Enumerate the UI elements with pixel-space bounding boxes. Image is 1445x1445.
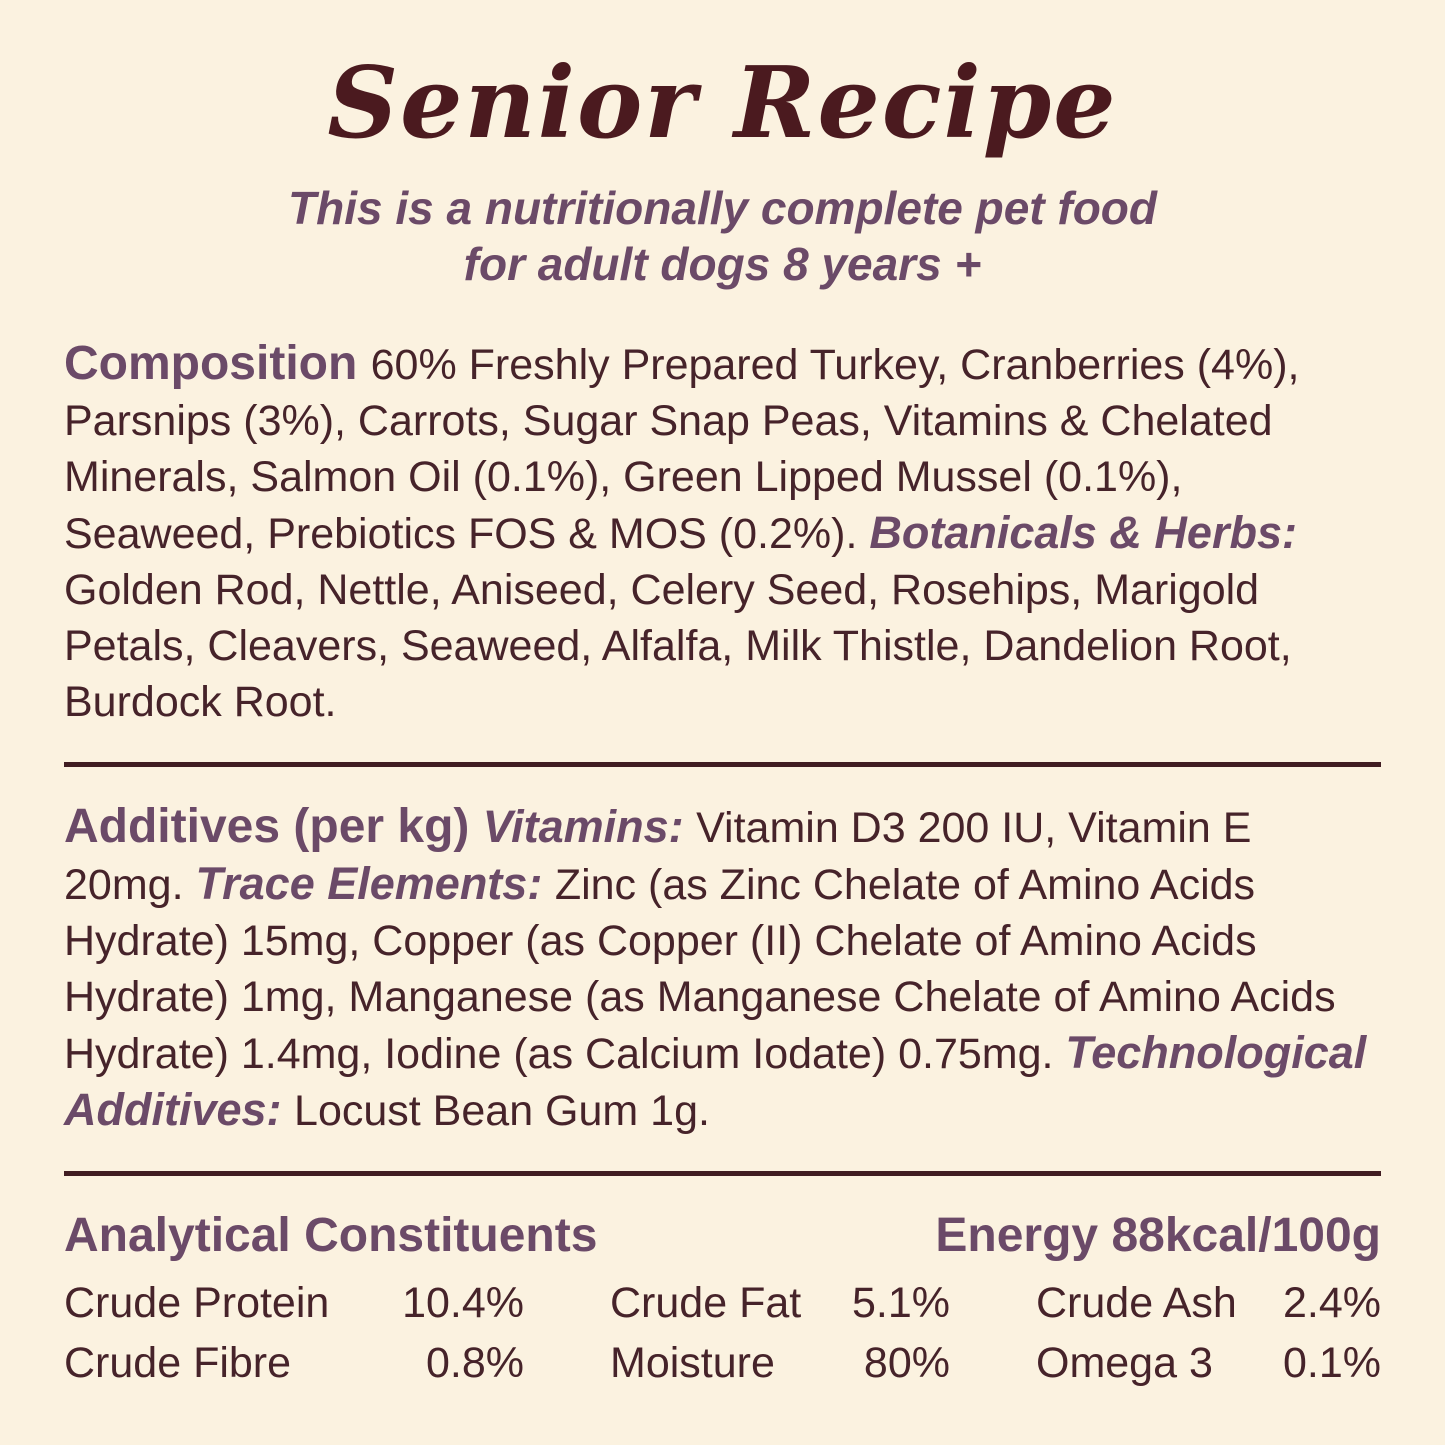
- text-segment-body: 60% Freshly Prepared Turkey, Cranberries (4%), Parsnips (3%), Carrots, Sugar Snap Peas, Vitamins & Chelated Minerals, Salmon Oil (0.1%), Green Lipped Mussel (0.1%), Seaweed, Prebiotics FOS & MOS (0.2%).: [64, 340, 1300, 558]
- subtitle: [64, 181, 1381, 291]
- analytical-cell-moisture: [610, 1333, 950, 1393]
- analytical-label: Crude Ash: [1036, 1278, 1237, 1327]
- subtitle-line-1: This is a nutritionally complete pet food: [288, 182, 1157, 235]
- analytical-cell-crude-ash: [1036, 1273, 1381, 1333]
- analytical-value: 10.4%: [402, 1278, 524, 1327]
- analytical-label: Crude Protein: [64, 1278, 330, 1327]
- analytical-cell-omega-3: [1036, 1333, 1381, 1393]
- recipe-title: Senior Recipe: [327, 46, 1118, 161]
- analytical-label: Omega 3: [1036, 1338, 1213, 1387]
- analytical-cell-crude-fat: [610, 1273, 950, 1333]
- analytical-value: 0.8%: [425, 1338, 524, 1387]
- analytical-header: [64, 1208, 1381, 1263]
- analytical-heading: Analytical Constituents: [64, 1208, 598, 1262]
- energy-value: Energy 88kcal/100g: [935, 1208, 1381, 1262]
- analytical-label: Moisture: [610, 1338, 775, 1387]
- text-segment-body: Zinc (as Zinc Chelate of Amino Acids Hydrate) 15mg, Copper (as Copper (II) Chelate of Amino Acids Hydrate) 1mg, Manganese (as Manganese Chelate of Amino Acids Hydrate) 1.4mg, Iodine (as Calcium Iodate) 0.75mg.: [64, 860, 1336, 1078]
- text-segment-body: Golden Rod, Nettle, Aniseed, Celery Seed, Rosehips, Marigold Petals, Cleavers, Seaweed, Alfalfa, Milk Thistle, Dandelion Root, Burdock Root.: [64, 565, 1292, 726]
- analytical-label: Crude Fat: [610, 1278, 802, 1327]
- text-segment-subheading: Vitamins:: [482, 800, 697, 852]
- section-divider: [64, 1171, 1381, 1176]
- analytical-value: 5.1%: [851, 1278, 950, 1327]
- analytical-table: [64, 1273, 1381, 1393]
- text-segment-body: Locust Bean Gum 1g.: [294, 1086, 710, 1135]
- analytical-cell-crude-fibre: [64, 1333, 524, 1393]
- text-segment-heading: Composition: [64, 336, 371, 390]
- subtitle-line-2: for adult dogs 8 years +: [463, 237, 982, 290]
- text-segment-heading: Additives (per kg): [64, 799, 483, 853]
- analytical-value: 2.4%: [1282, 1278, 1381, 1327]
- text-segment-subheading: Trace Elements:: [195, 857, 555, 909]
- analytical-value: 0.1%: [1282, 1338, 1381, 1387]
- analytical-label: Crude Fibre: [64, 1338, 292, 1387]
- composition-paragraph: [64, 336, 1381, 730]
- text-segment-subheading: Technological Additives:: [64, 1026, 1367, 1135]
- analytical-value: 80%: [863, 1338, 950, 1387]
- text-segment-body: Vitamin D3 200 IU, Vitamin E 20mg.: [64, 803, 1252, 909]
- text-segment-subheading: Botanicals & Herbs:: [869, 506, 1297, 558]
- section-divider: [64, 762, 1381, 767]
- additives-paragraph: [64, 799, 1381, 1139]
- analytical-cell-crude-protein: [64, 1273, 524, 1333]
